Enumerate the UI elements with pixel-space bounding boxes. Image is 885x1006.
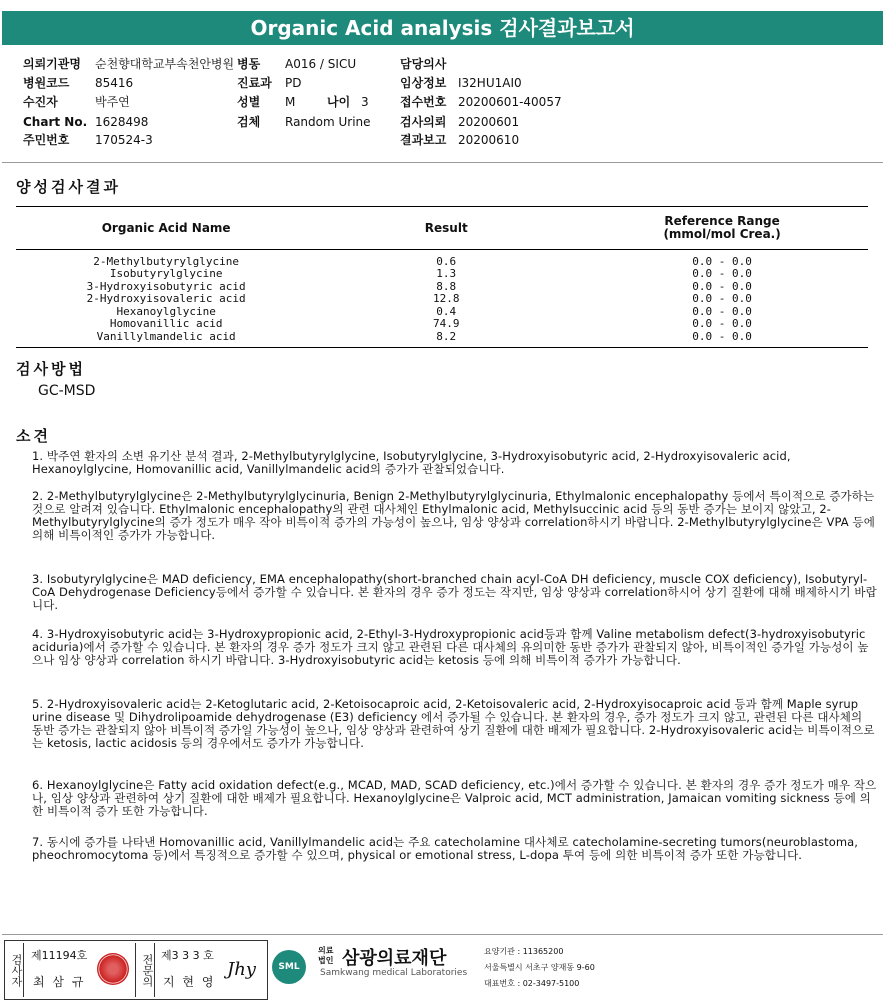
- info-value: Random Urine: [285, 115, 371, 129]
- opinion-paragraph: 3. Isobutyrylglycine은 MAD deficiency, EMA encephalopathy(short-branched chain acyl-CoA DH deficiency, muscle COX deficiency), Isobutyryl-CoA Dehydrogenase Deficiency등에서 증가할 수 있습니다. 본 환자의 경우 증가 정도는 작지만, 임상 양상과 correlation하시어 상기 질환에 대해 배제하시기 바랍니다.: [32, 572, 877, 612]
- acid-result: 0.4: [436, 304, 457, 318]
- info-label: Chart No.: [23, 115, 88, 129]
- info-label: 나이: [327, 95, 351, 109]
- opinion-paragraph: 2. 2-Methylbutyrylglycine은 2-Methylbutyrylglycinuria, Benign 2-Methylbutyrylglycinuria, Ethylmalonic encephalopathy 등에서 특이적으로 증가하는 것으로 알려져 있습니다. Ethylmalonic encephalopathy의 관련 대사체인 Ethylmalonic acid, Methylsuccinic acid 등의 동반 증가는 보이지 않았고, 2-Methylbutyrylglycine의 증가 정도가 매우 작아 비특이적 증가의 가능성이 높으나, 임상 양상과 correlation하시기 바랍니다. 2-Methylbutyrylglycine은 VPA 등에 의해 비특이적인 증가가 가능합니다.: [32, 489, 875, 542]
- info-label: 임상정보: [400, 76, 447, 90]
- info-value: 1628498: [95, 115, 149, 129]
- info-value: I32HU1AI0: [458, 76, 522, 90]
- opinion-paragraph: 7. 동시에 증가를 나타낸 Homovanillic acid, Vanillylmandelic acid는 주요 catecholamine 대사체로 catecholamine-secreting tumors(neuroblastoma, pheochromocytoma 등)에서 특징적으로 증가할 수 있으며, physical or emotional stress, L-dopa 투여 등에 의한 비특이적 증가 또한 가능합니다.: [32, 835, 859, 862]
- acid-name: Isobutyrylglycine: [109, 267, 223, 281]
- info-label: 성별: [237, 95, 261, 109]
- acid-result: 8.2: [436, 330, 457, 344]
- header-reference-range: [576, 207, 868, 250]
- examiner-role: 검사자: [5, 943, 24, 997]
- opinion-paragraph: 5. 2-Hydroxyisovaleric acid는 2-Ketoglutaric acid, 2-Ketoisocaproic acid, 2-Ketoisovaleric acid, 2-Hydroxyisocaproic acid 등과 함께 Maple syrup urine disease 및 Dihydrolipoamide dehydrogenase (E3) deficiency 에서 증가될 수 있습니다. 본 환자의 경우, 증가 정도가 크지 않고, 관련된 다른 대사체의 동반 증가는 관찰되지 않아 비특이적 증가일 가능성이 높으나, 임상 양상과 관련하여 상기 질환에 대한 배제가 필요합니다. 2-Hydroxyisovaleric acid는 비특이적으로는 ketosis, lactic acidosis 등의 경우에서도 증가가 가능합니다.: [32, 697, 875, 750]
- info-value: 20200601: [458, 115, 520, 129]
- table-row: [16, 331, 868, 344]
- divider: [2, 162, 883, 163]
- info-value: PD: [285, 76, 302, 90]
- acid-result: 1.3: [436, 267, 457, 281]
- header-reference-label: Reference Range: [664, 214, 780, 228]
- info-label: 담당의사: [400, 57, 447, 71]
- info-value: 20200610: [458, 133, 520, 147]
- info-value: 3: [361, 95, 369, 109]
- table-row: [16, 293, 868, 306]
- acid-name: 2-Hydroxyisovaleric acid: [86, 292, 246, 306]
- results-table: [16, 206, 868, 344]
- signature: Jhy: [227, 959, 256, 980]
- acid-range: 0.0 - 0.0: [692, 292, 752, 306]
- info-value: 20200601-40057: [458, 95, 562, 109]
- acid-result: 0.6: [436, 254, 457, 268]
- info-label: 주민번호: [23, 133, 70, 147]
- patient-info-col2: [237, 55, 397, 150]
- acid-range: 0.0 - 0.0: [692, 279, 752, 293]
- info-value: 순천향대학교부속천안병원: [95, 57, 235, 71]
- header-acid-name: Organic Acid Name: [16, 207, 316, 250]
- positive-results-title: 양성검사결과: [16, 178, 121, 196]
- opinion-paragraph: 1. 박주연 환자의 소변 유기산 분석 결과, 2-Methylbutyrylglycine, Isobutyrylglycine, 3-Hydroxyisobutyric acid, 2-Hydroxyisovaleric acid, Hexanoylglycine, Homovanillic acid, Vanillylmandelic acid의 증가가 관찰되었습니다.: [32, 449, 791, 476]
- method-value: GC-MSD: [38, 383, 96, 399]
- report-title-banner: Organic Acid analysis 검사결과보고서: [2, 11, 883, 45]
- acid-result: 74.9: [432, 317, 460, 331]
- acid-range: 0.0 - 0.0: [692, 304, 752, 318]
- acid-name: 3-Hydroxyisobutyric acid: [86, 279, 246, 293]
- opinion-paragraph: 6. Hexanoylglycine은 Fatty acid oxidation defect(e.g., MCAD, MAD, SCAD deficiency, etc.)에서 증가할 수 있습니다. 본 환자의 경우 증가 정도가 매우 작으나, 임상 양상과 관련하여 상기 질환에 대한 배제가 필요합니다. Hexanoylglycine은 Valproic acid, MCT administration, Jamaican vomiting sickness 등에 의한 비특이적 증가 또한 가능합니다.: [32, 778, 877, 818]
- acid-range: 0.0 - 0.0: [692, 254, 752, 268]
- acid-range: 0.0 - 0.0: [692, 330, 752, 344]
- footer-divider: [2, 934, 883, 935]
- patient-info-col1: [23, 55, 233, 150]
- seal-stamp: [97, 953, 129, 985]
- table-row: [16, 268, 868, 281]
- acid-name: Vanillylmandelic acid: [96, 330, 236, 344]
- org-english-name: Samkwang medical Laboratories: [320, 968, 468, 978]
- acid-result: 12.8: [432, 292, 460, 306]
- acid-result: 8.8: [436, 279, 457, 293]
- info-value: M: [285, 95, 296, 109]
- org-address: 서울특별시 서초구 양재동 9-60: [484, 963, 595, 972]
- info-label: 검체: [237, 115, 261, 129]
- sml-logo-icon: SML: [272, 950, 306, 984]
- footer: [0, 938, 885, 1006]
- info-label: 결과보고: [400, 133, 447, 147]
- info-label: 병원코드: [23, 76, 70, 90]
- info-value: 박주연: [95, 95, 130, 109]
- examiner-name: 최 삼 규: [33, 975, 86, 989]
- specialist-name: 지 현 영: [163, 975, 216, 989]
- org-phone: 대표번호 : 02-3497-5100: [484, 979, 580, 988]
- org-name: 삼광의료재단: [342, 948, 447, 969]
- method-title: 검사방법: [16, 360, 86, 378]
- acid-range: 0.0 - 0.0: [692, 267, 752, 281]
- org-prefix: 의료법인: [318, 946, 334, 965]
- acid-name: Homovanillic acid: [109, 317, 223, 331]
- info-label: 의뢰기관명: [23, 57, 81, 71]
- acid-range: 0.0 - 0.0: [692, 317, 752, 331]
- info-label: 수진자: [23, 95, 58, 109]
- opinion-title: 소견: [16, 427, 51, 445]
- info-value: 85416: [95, 76, 134, 90]
- org-code: 요양기관 : 11365200: [484, 947, 564, 956]
- info-label: 검사의뢰: [400, 115, 447, 129]
- info-value: A016 / SICU: [285, 57, 357, 71]
- patient-info-col3: [400, 55, 600, 150]
- acid-name: Hexanoylglycine: [116, 304, 216, 318]
- specialist-license: 제3 3 3 호: [161, 949, 214, 962]
- info-label: 진료과: [237, 76, 272, 90]
- header-reference-unit: (mmol/mol Crea.): [663, 227, 781, 241]
- acid-name: 2-Methylbutyrylglycine: [93, 254, 239, 268]
- header-result: Result: [316, 207, 576, 250]
- table-header-row: [16, 207, 868, 250]
- signature-box: [4, 940, 268, 1000]
- examiner-license: 제11194호: [31, 949, 88, 962]
- info-label: 접수번호: [400, 95, 447, 109]
- info-label: 병동: [237, 57, 261, 71]
- specialist-role: 전문의: [135, 943, 155, 997]
- info-value: 170524-3: [95, 133, 153, 147]
- table-bottom-rule: [16, 347, 868, 348]
- opinion-paragraph: 4. 3-Hydroxyisobutyric acid는 3-Hydroxypropionic acid, 2-Ethyl-3-Hydroxypropionic acid등과 함께 Valine metabolism defect(3-hydroxyisobutyric aciduria)에서 증가할 수 있습니다. 본 환자의 경우 증가 정도가 크지 않고 관련된 다른 대사체의 유의미한 동반 증가가 관찰되지 않아, 비특이적인 증가일 가능성이 높으나 임상 양상과 correlation 하시기 바랍니다. 3-Hydroxyisobutyric acid는 ketosis 등에 의해 비특이적 증가가 가능합니다.: [32, 627, 869, 667]
